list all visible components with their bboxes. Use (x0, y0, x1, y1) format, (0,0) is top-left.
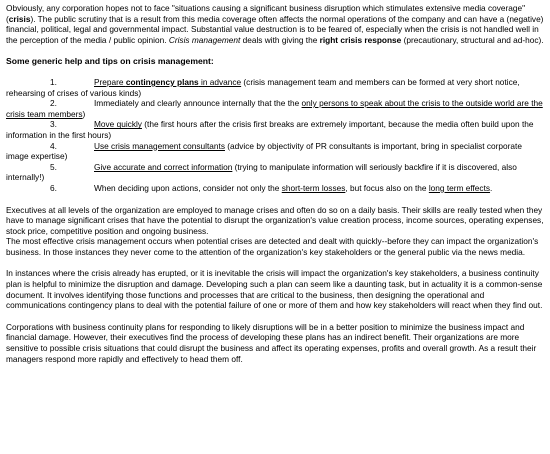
intro-bold-right-response: right crisis response (319, 34, 402, 45)
tip-number: 1. (50, 76, 57, 87)
tip-item (6, 77, 544, 98)
tip-number: 6. (50, 182, 57, 193)
tip-number: 3. (50, 119, 57, 130)
tip-text: (the first hours after the crisis first breaks are extremely important, because the media often build upon the information in the first hours) (6, 119, 534, 140)
tip-text: (crisis management team and members can be formed at very short notice, rehearsing of crises of various kinds) (6, 76, 520, 98)
tip-item (6, 119, 544, 140)
tip-item (6, 162, 544, 183)
tip-text: . (490, 182, 493, 193)
tip-underline: short-term losses (281, 182, 346, 193)
tip-underline: Prepare contingency plans in advance (94, 76, 242, 87)
effective-management-paragraph: The most effective crisis management occurs when potential crises are detected and dealt with quickly--before they can impact the organization's business. In those instances they never come to the attention of the organization's key stakeholders or the general public via the news media. (6, 236, 539, 257)
tip-text: ) (82, 108, 86, 119)
intro-italic-crisis-management: Crisis management (168, 34, 241, 45)
executives-paragraph: Executives at all levels of the organization are employed to manage crises and often do so on a daily basis. Their skills are really tested when they have to manage significant crises that have the potential to disrupt the organization's value creation process, income sources, operating expenses, stock price, competitive position and ongoing business. (6, 204, 544, 236)
tips-list (6, 77, 544, 194)
continuity-plan-paragraph: In instances where the crisis already has erupted, or it is inevitable the crisis will impact the organization's key stakeholders, a business continuity plan is helpful to minimize the disruption and damage. Developing such a plan can seem like a daunting task, but in actuality it is a common-sense document. It involves identifying those functions and processes that are critical to the business, then designing the operational and communications contingency plans to deal with the potential failure of one or more of them and how key stakeholders will react when they find out. (6, 268, 543, 311)
tip-number: 2. (50, 98, 57, 109)
tip-text: When deciding upon actions, consider not only the (94, 182, 282, 193)
intro-bold-crisis: crisis (8, 13, 31, 24)
tip-item (6, 183, 544, 194)
tip-underline: Use crisis management consultants (94, 140, 225, 151)
intro-text-1: Obviously, any corporation hopes not to face "situations causing a significant business disruption which stimulates extensive media coverage" ( (6, 3, 526, 24)
tip-underline: only persons to speak about the crisis to the outside world are the crisis team members (6, 98, 543, 119)
tip-underline: Move quickly (94, 119, 142, 130)
tip-text: , but focus also on the (345, 182, 429, 193)
intro-text-2: ). The public scrutiny that is a result from this media coverage often affects the normal operations of the company and can have a (negative) financial, political, legal and governmental impact. Substantial value destruction is to be feared of, especially when the crisis is not handled well in the perception of the media / public opinion. (6, 13, 544, 45)
tip-underline: long term effects (428, 182, 491, 193)
intro-text-4: (precautionary, structural and ad-hoc). (401, 34, 544, 45)
tip-number: 4. (50, 140, 57, 151)
tip-text: Immediately and clearly announce internally that the the (94, 98, 302, 109)
tip-text: (advice by objectivity of PR consultants is important, bring in specialist corporate image expertise) (6, 140, 522, 162)
tip-number: 5. (50, 161, 57, 172)
tips-heading: Some generic help and tips on crisis management: (6, 56, 214, 67)
intro-text-3: deals with giving the (240, 34, 320, 45)
tip-text: (trying to manipulate information will seriously backfire if it is discovered, also internally!) (6, 161, 517, 183)
tip-item (6, 141, 544, 162)
intro-paragraph (6, 3, 544, 45)
tip-underline: Give accurate and correct information (94, 161, 233, 172)
tip-item (6, 98, 544, 119)
corporations-paragraph: Corporations with business continuity plans for responding to likely disruptions will be in a better position to minimize the business impact and financial damage. However, their executives find the process of developing these plans has an indirect benefit. Their organizations are more sensitive to possible crisis situations that could disrupt the business and affect its operating expenses, profits and overall growth. As a result their managers respond more rapidly and effectively to head them off. (6, 321, 537, 364)
